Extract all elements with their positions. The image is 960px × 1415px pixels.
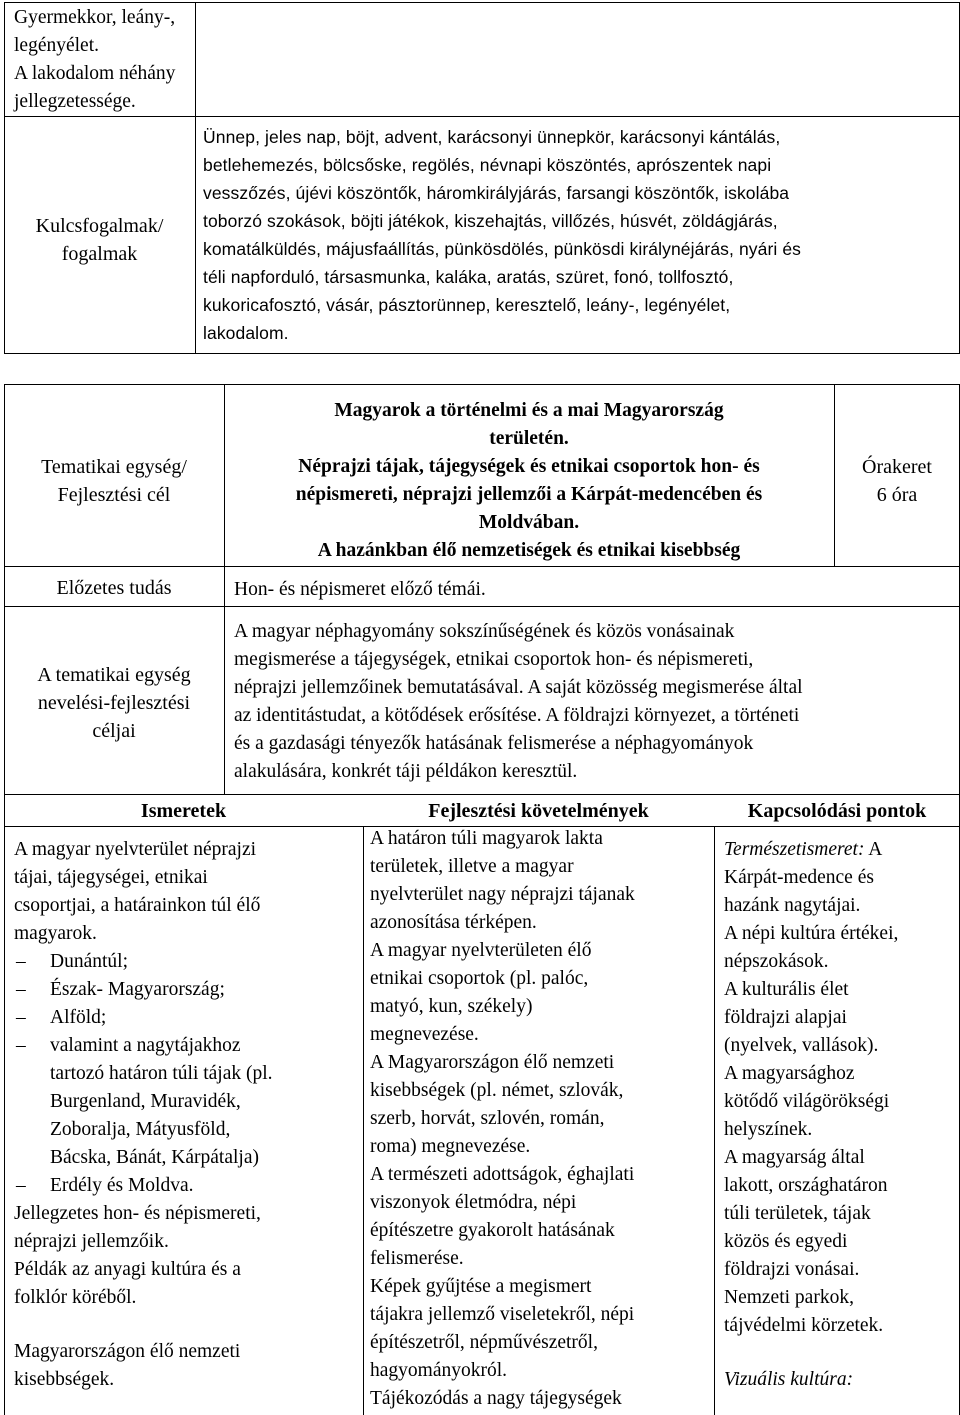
prev-line: A lakodalom néhány (14, 63, 176, 84)
key-text-line: betlehemezés, bölcsőske, regölés, névnapi köszöntés, aprószentek napi (203, 155, 772, 175)
fejlesztesi-line: hagyományokról. (370, 1360, 508, 1381)
fejlesztesi-line: A természeti adottságok, éghajlati (370, 1164, 635, 1185)
kapcsolodasi-line: lakott, országhatáron (724, 1175, 888, 1196)
fejlesztesi-line: területek, illetve a magyar (370, 856, 574, 877)
kapcsolodasi-line: túli területek, tájak (724, 1203, 871, 1224)
top-table-row-divider (4, 116, 960, 117)
fejlesztesi-line: építészetre gyakorolt hatásának (370, 1220, 615, 1241)
key-text-line: téli napforduló, társasmunka, kaláka, aratás, szüret, fonó, tollfosztó, (203, 267, 734, 287)
fejlesztesi-line: A Magyarországon élő nemzeti (370, 1052, 615, 1073)
prev-line: legényélet. (14, 35, 99, 56)
kapcsolodasi-line: A népi kultúra értékei, (724, 923, 899, 944)
kapcsolodasi-line: tájvédelmi körzetek. (724, 1315, 884, 1336)
list-item-text: – Észak- Magyarország; (50, 979, 225, 1000)
goals-text-line: néprajzi jellemzőinek bemutatásával. A saját közösség megismerése által (234, 677, 803, 698)
fejlesztesi-line: építészetről, népművészetről, (370, 1332, 598, 1353)
kapcsolodasi-line: Kárpát-medence és (724, 867, 874, 888)
kapcsolodasi-line: helyszínek. (724, 1119, 813, 1140)
kapcsolodasi-line: Nemzeti parkok, (724, 1287, 854, 1308)
fejlesztesi-line: szerb, horvát, szlovén, román, (370, 1108, 605, 1129)
list-item-text: Burgenland, Muravidék, (50, 1091, 241, 1112)
col-divider-2 (714, 826, 715, 1415)
fejlesztesi-cell (370, 825, 635, 1413)
hours-value: 6 óra (876, 484, 918, 506)
list-item-text: – Erdély és Moldva. (50, 1175, 194, 1196)
prev-line: jellegzetessége. (14, 91, 136, 112)
list-item (14, 948, 359, 976)
list-item-text: – Alföld; (50, 1007, 107, 1028)
unit-title (224, 397, 834, 565)
list-item-text: Zoboralja, Mátyusföld, (50, 1119, 231, 1140)
fejlesztesi-line: nyelvterület nagy néprajzi tájanak (370, 884, 635, 905)
subject-name: Természetismeret: (724, 839, 865, 860)
prior-knowledge-label: Előzetes tudás (56, 577, 172, 599)
key-concepts-label (4, 212, 195, 268)
goals-text-line: alakulására, konkrét táji példákon keresztül. (234, 761, 578, 782)
fejlesztesi-line: megnevezése. (370, 1024, 479, 1045)
fejlesztesi-line: roma) megnevezése. (370, 1136, 531, 1157)
list-item-text: – Dunántúl; (50, 951, 128, 972)
kapcsolodasi-line: földrajzi alapjai (724, 1007, 847, 1028)
key-text-line: kukoricafosztó, vásár, pásztorünnep, keresztelő, leány-, legényélet, (203, 295, 731, 315)
fejlesztesi-line: felismerése. (370, 1248, 464, 1269)
ismeretek-last (14, 1338, 359, 1394)
ismeretek-line: folklór köréből. (14, 1287, 137, 1308)
kapcsolodasi-line: hazánk nagytájai. (724, 895, 861, 916)
goals-label-line: céljai (92, 720, 136, 742)
prev-line: Gyermekkor, leány-, (14, 7, 176, 28)
region-list (14, 948, 359, 1200)
unit-title-line: Moldvában. (478, 512, 580, 533)
header-ismeretek: Ismeretek (140, 800, 227, 822)
unit-label (4, 453, 224, 509)
list-item (14, 1032, 359, 1172)
goals-text-line: az identitástudat, a kötődések erősítése. A földrajzi környezet, a történeti (234, 705, 800, 726)
prior-knowledge-text: Hon- és népismeret előző témái. (234, 579, 486, 600)
ismeretek-line: néprajzi jellemzőik. (14, 1231, 169, 1252)
list-item-text: Bácska, Bánát, Kárpátalja) (50, 1147, 259, 1168)
fejlesztesi-line: matyó, kun, székely) (370, 996, 533, 1017)
ismeretek-line: Magyarországon élő nemzeti (14, 1341, 241, 1362)
key-text-line: vesszőzés, újévi köszöntők, háromkirályjárás, farsangi köszöntők, iskolába (203, 183, 790, 203)
goals-label-line: nevelési-fejlesztési (37, 692, 191, 714)
kapcsolodasi-cell (724, 836, 898, 1394)
list-item-text: tartozó határon túli tájak (pl. (50, 1063, 273, 1084)
fejlesztesi-line: Képek gyűjtése a megismert (370, 1276, 592, 1297)
prior-bottom (4, 606, 960, 607)
key-label-line: fogalmak (61, 243, 138, 265)
kapcsolodasi-line: A magyarság által (724, 1147, 865, 1168)
ismeretek-line: Példák az anyagi kultúra és a (14, 1259, 241, 1280)
list-item (14, 1172, 359, 1200)
kapcsolodasi-line: A magyarsághoz (724, 1063, 855, 1084)
key-concepts-text (203, 123, 801, 347)
kapcsolodasi-line: népszokások. (724, 951, 829, 972)
fejlesztesi-line: A határon túli magyarok lakta (370, 828, 603, 849)
col-divider-1 (363, 826, 364, 1415)
unit-title-line: Néprajzi tájak, tájegységek és etnikai csoportok hon- és (298, 456, 760, 477)
list-item (14, 976, 359, 1004)
key-text-line: komatálküldés, májusfaállítás, pünkösdölés, pünkösdi királynéjárás, nyári és (203, 239, 802, 259)
unit-title-line: Magyarok a történelmi és a mai Magyarország (334, 400, 724, 421)
kapcsolodasi-line: közös és egyedi (724, 1231, 848, 1252)
ismeretek-after (14, 1200, 359, 1312)
previous-row-cell (14, 4, 175, 116)
top-table-divider (195, 2, 196, 354)
kapcsolodasi-line: kötődő világörökségi (724, 1091, 890, 1112)
ismeretek-line: Jellegzetes hon- és népismereti, (14, 1203, 261, 1224)
goals-label (4, 661, 224, 745)
unit-label-line: Fejlesztési cél (57, 484, 171, 506)
key-text-line: lakodalom. (203, 323, 289, 343)
fejlesztesi-line: viszonyok életmódra, népi (370, 1192, 577, 1213)
unit-title-bottom (4, 566, 960, 567)
hours-label: Órakeret (862, 456, 932, 478)
fejlesztesi-line: etnikai csoportok (pl. palóc, (370, 968, 589, 989)
kapcsolodasi-line: A kulturális élet (724, 979, 849, 1000)
ismeretek-intro (14, 836, 359, 948)
list-item-text: – valamint a nagytájakhoz (50, 1035, 241, 1056)
unit-title-line: területén. (489, 428, 569, 449)
unit-title-line: népismereti, néprajzi jellemzői a Kárpát-medencében és (295, 484, 763, 505)
unit-label-line: Tematikai egység/ (41, 456, 187, 478)
ismeretek-line: magyarok. (14, 923, 97, 944)
fejlesztesi-line: azonosítása térképen. (370, 912, 537, 933)
key-text-line: Ünnep, jeles nap, böjt, advent, karácsonyi ünnepkör, karácsonyi kántálás, (203, 127, 781, 147)
header-kapcsolodasi: Kapcsolódási pontok (747, 800, 927, 822)
key-text-line: toborzó szokások, böjti játékok, kiszehajtás, villőzés, húsvét, zöldágjárás, (203, 211, 778, 231)
subject-line (724, 836, 898, 864)
subject-name: Vizuális kultúra: (724, 1369, 854, 1390)
goals-text-line: megismerése a tájegységek, etnikai csoportok hon- és népismereti, (234, 649, 754, 670)
goals-bottom (4, 794, 960, 795)
ismeretek-line: kisebbségek. (14, 1369, 115, 1390)
ismeretek-line: tájai, tájegységei, etnikai (14, 867, 208, 888)
fejlesztesi-line: Tájékozódás a nagy tájegységek (370, 1388, 622, 1409)
ismeretek-line: csoportjai, a határainkon túl élő (14, 895, 261, 916)
goals-text (234, 618, 803, 786)
fejlesztesi-line: kisebbségek (pl. német, szlovák, (370, 1080, 624, 1101)
kapcsolodasi-line: (nyelvek, vallások). (724, 1035, 879, 1056)
ismeretek-line: A magyar nyelvterület néprajzi (14, 839, 257, 860)
goals-text-line: A magyar néphagyomány sokszínűségének és közös vonásainak (234, 621, 735, 642)
kapcsolodasi-line: földrajzi vonásai. (724, 1259, 860, 1280)
hours-cell (834, 453, 960, 509)
header-fejlesztesi: Fejlesztési követelmények (428, 800, 649, 822)
unit-title-line: A hazánkban élő nemzetiségek és etnikai kisebbség (317, 540, 741, 561)
goals-label-line: A tematikai egység (37, 664, 191, 686)
subject-rest: A (864, 839, 883, 860)
list-item (14, 1004, 359, 1032)
fejlesztesi-line: tájakra jellemző viseletekről, népi (370, 1304, 635, 1325)
key-label-line: Kulcsfogalmak/ (35, 215, 164, 237)
fejlesztesi-line: A magyar nyelvterületen élő (370, 940, 592, 961)
ismeretek-cell (14, 836, 359, 1394)
goals-text-line: és a gazdasági tényezők hatásának felismerése a néphagyományok (234, 733, 754, 754)
